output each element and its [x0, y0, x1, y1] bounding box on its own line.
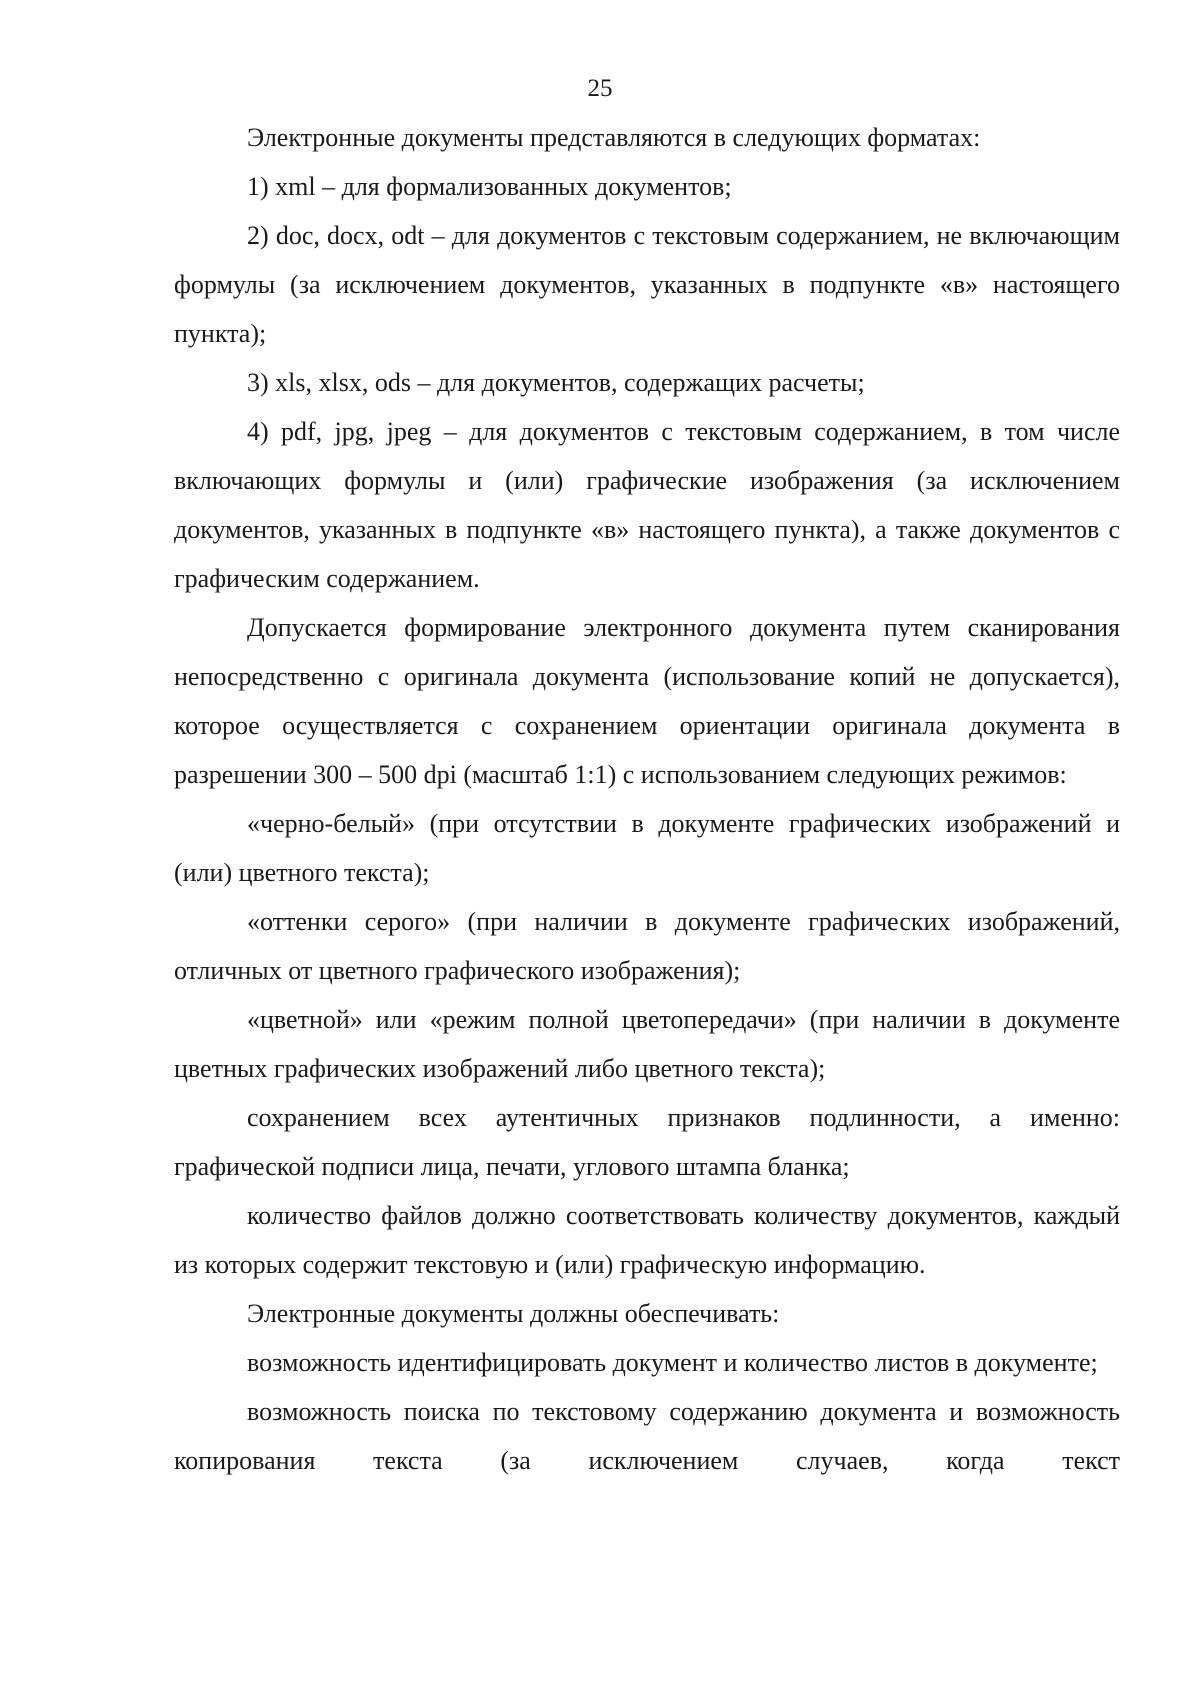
paragraph-mode-color: «цветной» или «режим полной цветопередачи» (при наличии в документе цветных графических изображений либо цветного текста);: [174, 1005, 1120, 1083]
paragraph-requirements-intro: Электронные документы должны обеспечивать:: [247, 1299, 780, 1328]
paragraph-format-pdf: 4) pdf, jpg, jpeg – для документов с текстовым содержанием, в том числе включающих формулы и (или) графические изображения (за исключением документов, указанных в подпункте «в» настоящего пункта), а также документов с графическим содержанием.: [174, 417, 1120, 593]
paragraph-identification: возможность идентифицировать документ и количество листов в документе;: [247, 1348, 1098, 1377]
paragraph-scanning: Допускается формирование электронного документа путем сканирования непосредственно с оригинала документа (использование копий не допускается), которое осуществляется с сохранением ориентации оригинала документа в разрешении 300 – 500 dpi (масштаб 1:1) с использованием следующих режимов:: [174, 613, 1120, 789]
page-number: 25: [587, 75, 613, 102]
paragraph-search-copy: возможность поиска по текстовому содержанию документа и возможность копирования текста (за исключением случаев, когда текст: [174, 1397, 1120, 1475]
paragraph-mode-grayscale: «оттенки серого» (при наличии в документе графических изображений, отличных от цветного графического изображения);: [174, 907, 1120, 985]
paragraph-format-xml: 1) xml – для формализованных документов;: [247, 172, 732, 201]
paragraph-mode-bw: «черно-белый» (при отсутствии в документе графических изображений и (или) цветного текста);: [174, 809, 1120, 887]
paragraph-format-doc: 2) doc, docx, odt – для документов с текстовым содержанием, не включающим формулы (за исключением документов, указанных в подпункте «в» настоящего пункта);: [174, 221, 1120, 348]
paragraph-file-count: количество файлов должно соответствовать количеству документов, каждый из которых содержит текстовую и (или) графическую информацию.: [174, 1201, 1120, 1279]
paragraph-format-xls: 3) xls, xlsx, ods – для документов, содержащих расчеты;: [247, 368, 865, 397]
paragraph-formats-intro: Электронные документы представляются в следующих форматах:: [247, 123, 981, 152]
document-body: [174, 113, 1120, 1485]
paragraph-authenticity: сохранением всех аутентичных признаков подлинности, а именно: графической подписи лица, печати, углового штампа бланка;: [174, 1103, 1120, 1181]
